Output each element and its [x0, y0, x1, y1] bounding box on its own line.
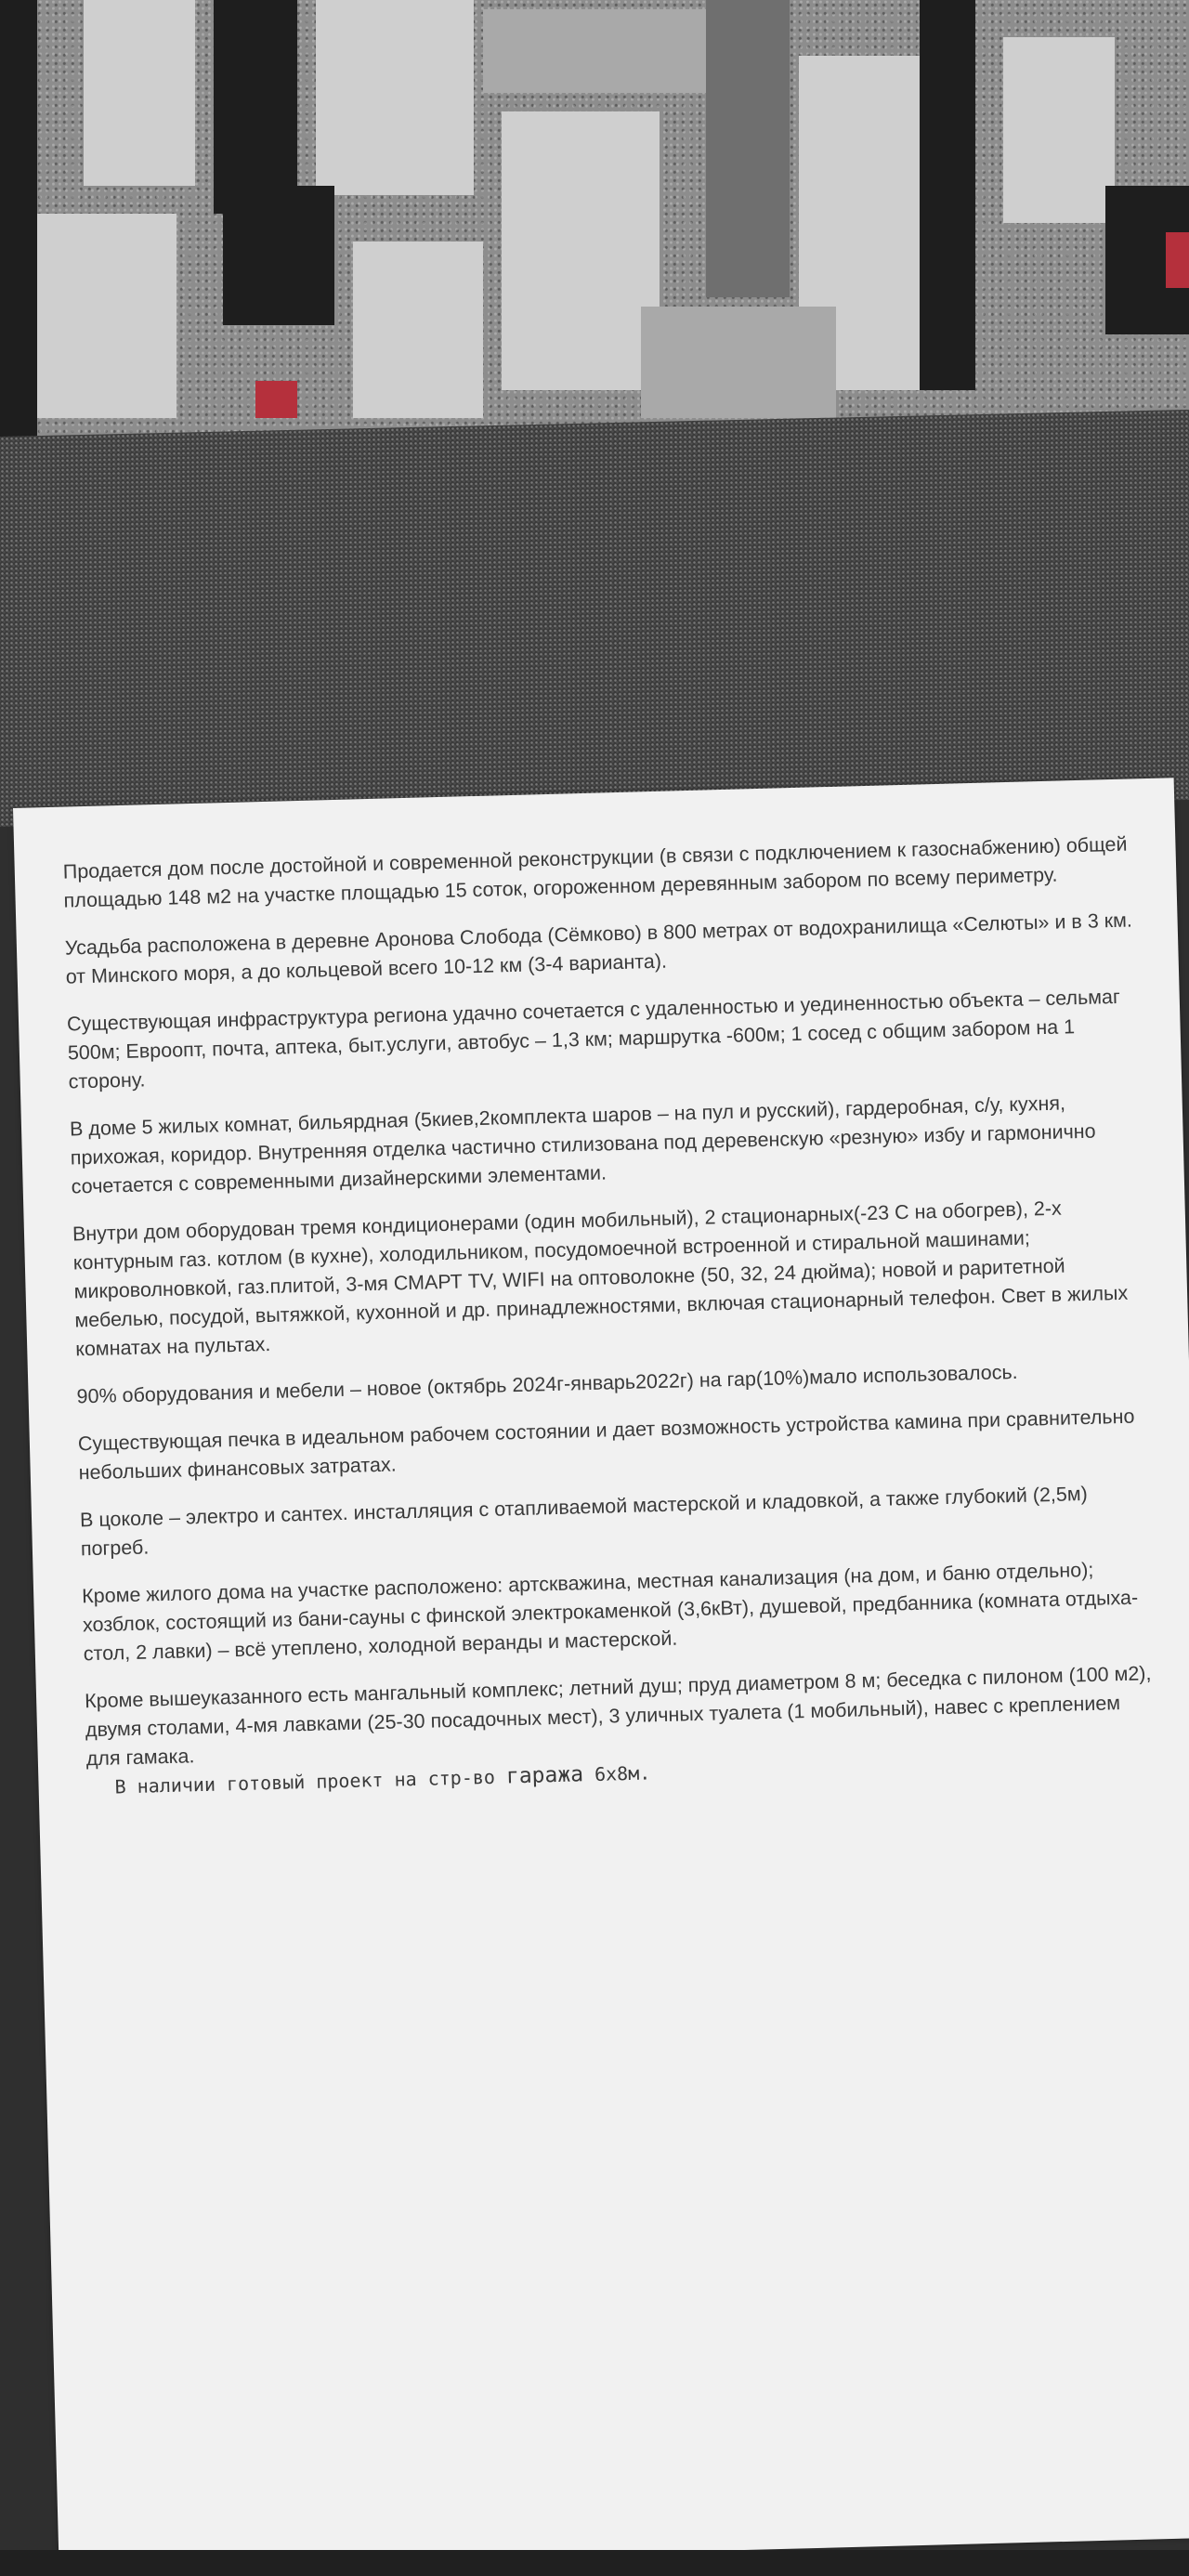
bottom-shadow	[0, 2550, 1189, 2576]
carpet-background	[0, 0, 1189, 483]
carpet-pattern	[37, 214, 176, 418]
carpet-pattern	[502, 111, 660, 390]
carpet-pattern	[223, 186, 334, 325]
carpet-pattern	[353, 242, 483, 418]
paragraph-rooms: В доме 5 жилых комнат, бильярдная (5киев,2комплекта шаров – на пул и русский), гардеробная, с/у, кухня, прихожая, коридор. Внутренняя отделка частично стилизована под деревенскую «резную» избу и гармонично сочетается с современными дизайнерскими элементами.	[69, 1092, 1096, 1198]
carpet-pattern	[706, 0, 790, 297]
paragraph-basement: В цоколе – электро и сантех. инсталляция с отапливаемой мастерской и кладовкой, а также глубокий (2,5м) погреб.	[79, 1482, 1089, 1561]
carpet-pattern	[483, 9, 725, 93]
paragraph-new-items: 90% оборудования и мебели – новое (октябрь 2024г-январь2022г) на гар(10%)мало использовалось.	[76, 1360, 1018, 1408]
paragraph-infrastructure: Существующая инфраструктура региона удачно сочетается с удаленностью и уединенностью объекта – сельмаг 500м; Евроопт, почта, аптека, быт.услуги, автобус – 1,3 км; маршрутка -600м; 1 сосед с общим забором на 1 сторону.	[66, 985, 1121, 1093]
carpet-pattern	[316, 0, 474, 195]
paragraph-intro: Продается дом после достойной и современной реконструкции (в связи с подключением к газоснабжению) общей площадью 148 м2 на участке площадью 15 соток, огороженном деревянным забором по всему периметру.	[62, 832, 1128, 912]
carpet-pattern	[1003, 37, 1115, 223]
fabric-background	[0, 410, 1189, 827]
note-suffix: 6х8м.	[594, 1761, 651, 1785]
note-prefix: В наличии готовый проект на стр-во	[114, 1765, 496, 1798]
carpet-pattern	[641, 307, 836, 418]
paragraph-location: Усадьба расположена в деревне Аронова Слобода (Сёмково) в 800 метрах от водохранилища «Селюты» и в 3 км. от Минского моря, а до кольцевой всего 10-12 км (3-4 варианта).	[64, 909, 1133, 988]
carpet-pattern	[920, 0, 975, 390]
paragraph-equipment: Внутри дом оборудован тремя кондиционерами (один мобильный), 2 стационарных(-23 С на обогрев), 2-х контурным газ. котлом (в кухне), холодильником, посудомоечной встроенной и стиральной машинами; микроволновкой, газ.плитой, 3-мя СМАРТ TV, WIFI на оптоволокне (50, 32, 24 дюйма); новой и раритетной мебелью, посудой, вытяжкой, кухонной и др. принадлежностями, включая стационарный телефон. Свет в жилых комнатах на пультах.	[72, 1196, 1129, 1361]
carpet-pattern	[214, 0, 297, 214]
paper-sheet	[13, 778, 1189, 2568]
paragraph-outbuildings: Кроме жилого дома на участке расположено: артскважина, местная канализация (на дом, и баню отдельно); хозблок, состоящий из бани-сауны с финской электрокаменкой (3,6кВт), душевой, предбанника (комната отдыха-стол, 2 лавки) – всё утеплено, холодной веранды и мастерской.	[81, 1558, 1139, 1666]
paragraph-stove: Существующая печка в идеальном рабочем состоянии и дает возможность устройства камина при сравнительно небольших финансовых затратах.	[77, 1405, 1135, 1484]
paragraph-extras: Кроме вышеуказанного есть мангальный комплекс; летний душ; пруд диаметром 8 м; беседка с пилоном (100 м2), двумя столами, 4-мя лавками (25-30 посадочных мест), 3 уличных туалета (1 мобильный), навес с креплением для гамака.	[84, 1662, 1152, 1771]
carpet-pattern	[255, 381, 297, 418]
note-word: гаража	[505, 1762, 584, 1789]
listing-text	[62, 830, 1155, 1802]
carpet-pattern	[84, 0, 195, 186]
carpet-pattern	[1166, 232, 1189, 288]
carpet-pattern	[0, 0, 37, 483]
